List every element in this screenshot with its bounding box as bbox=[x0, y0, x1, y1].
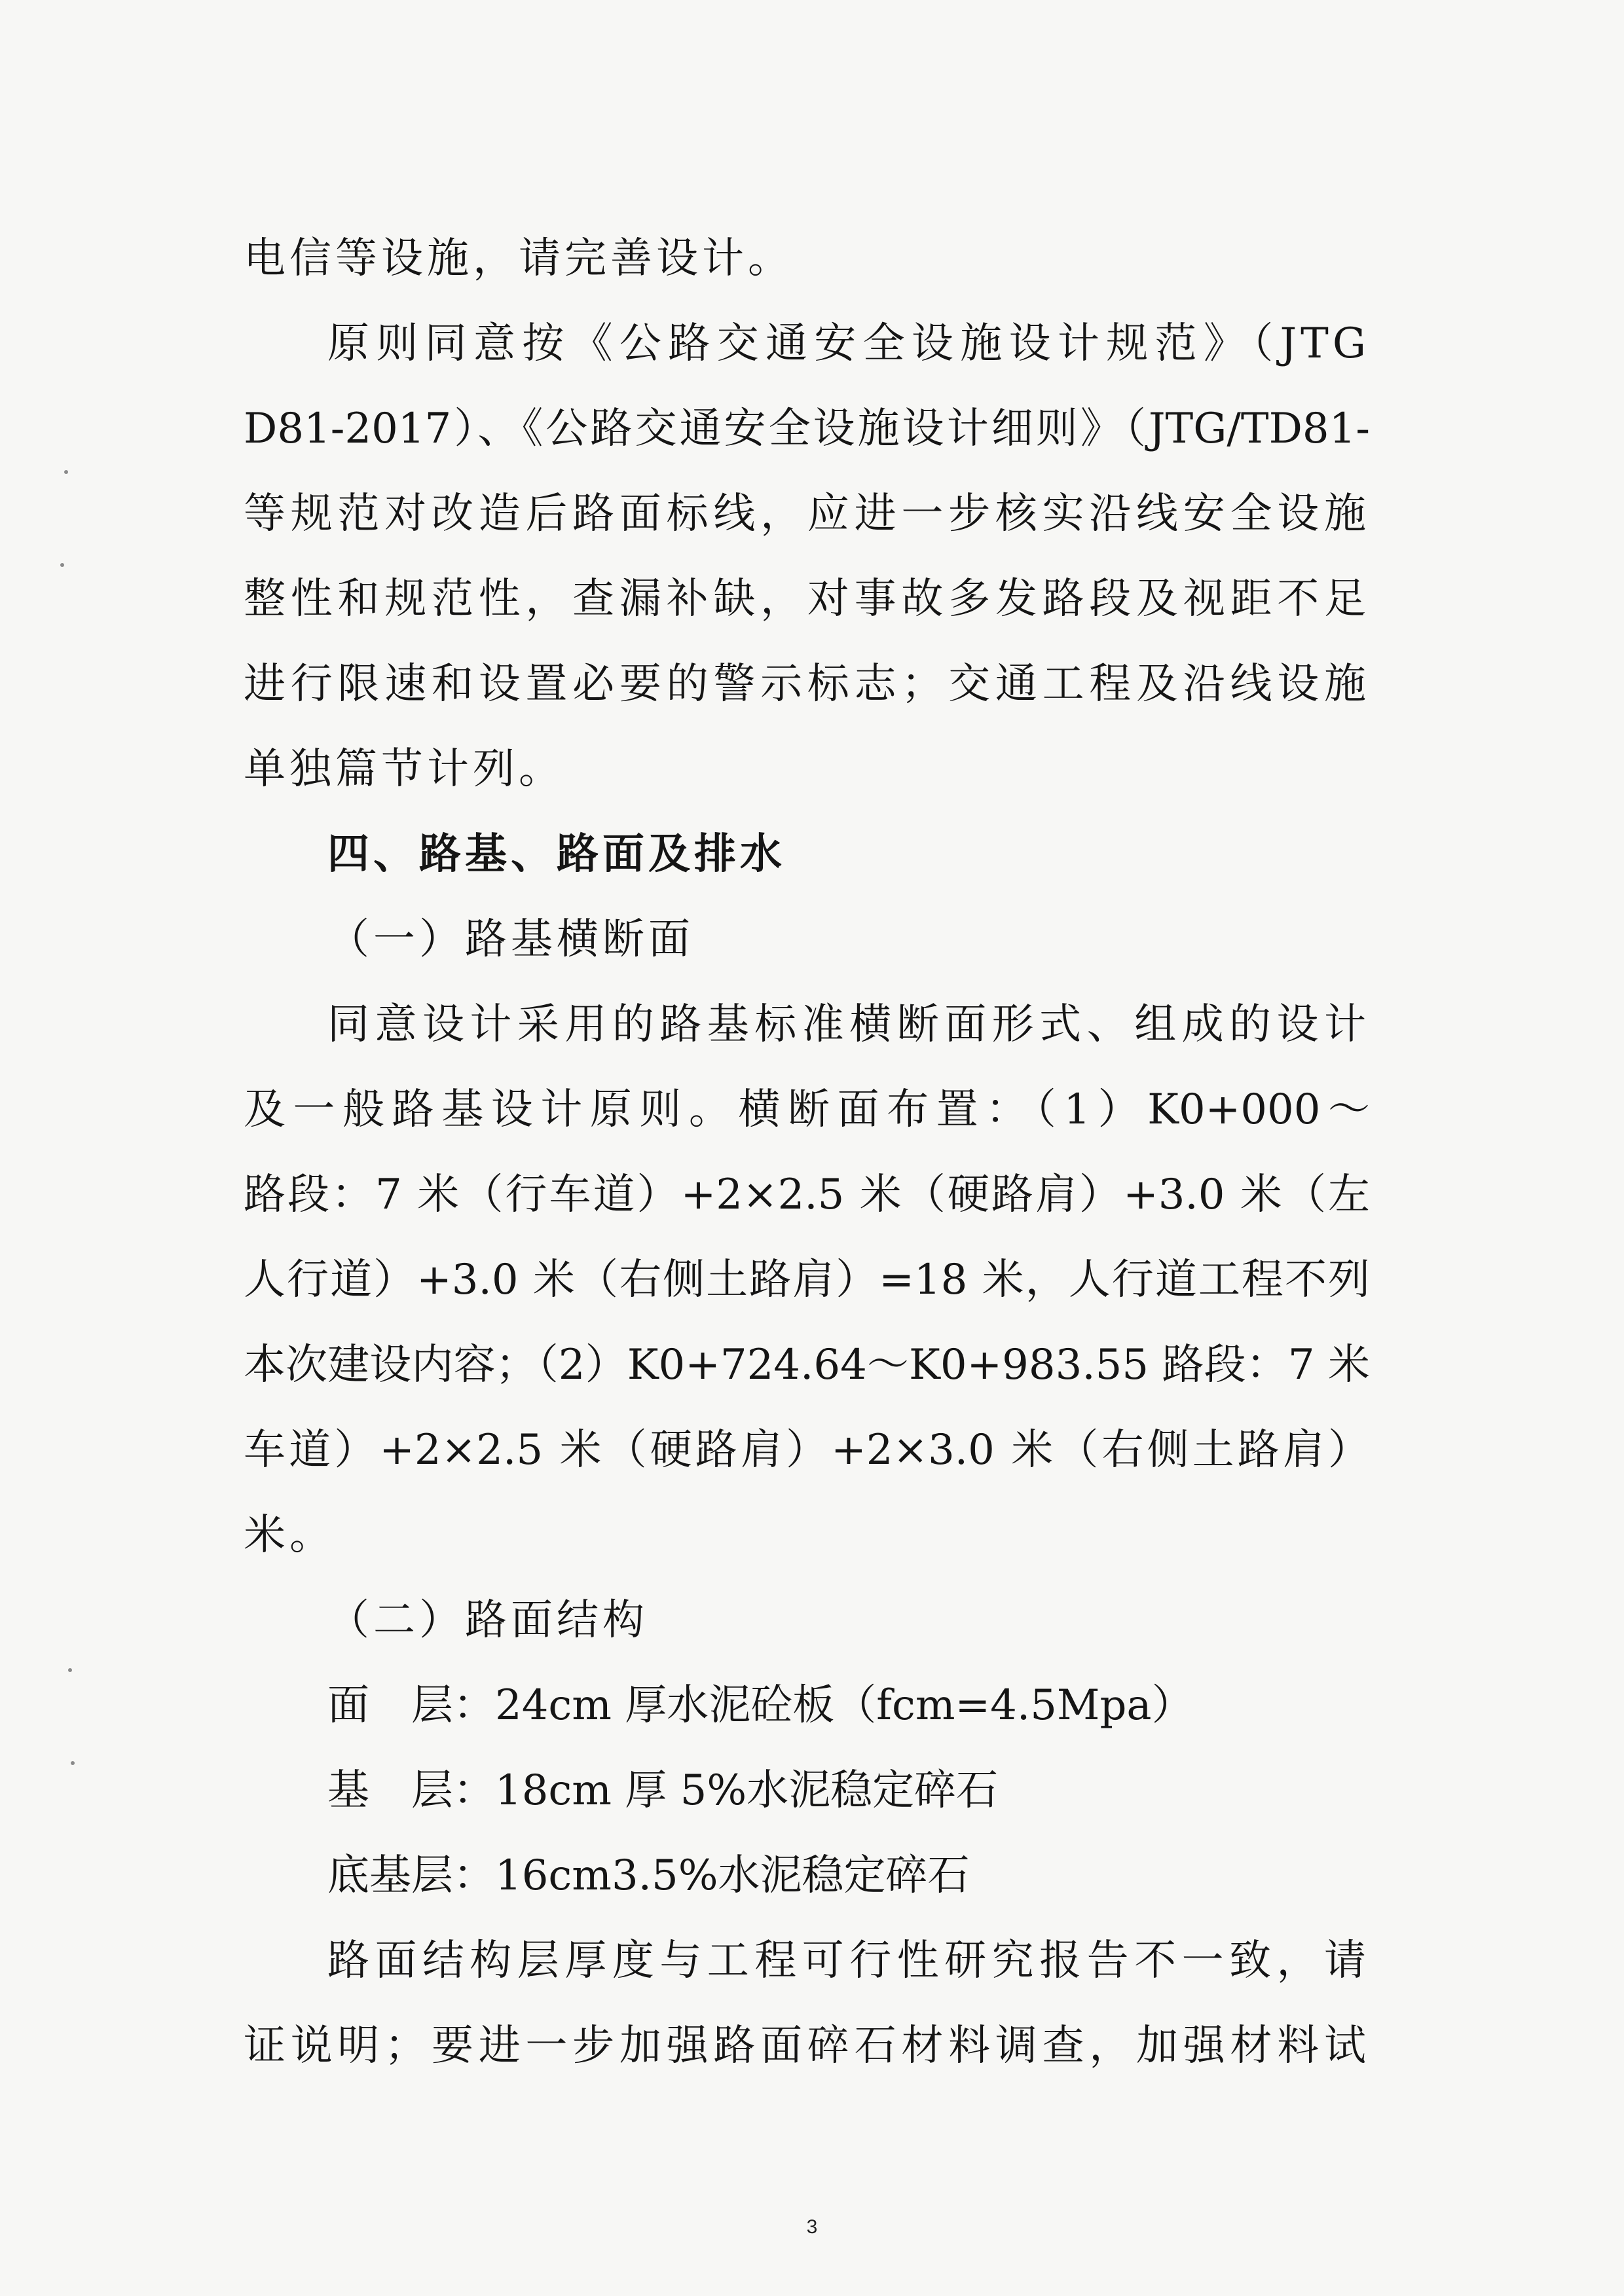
text-line: 车道）+2×2.5 米（硬路肩）+2×3.0 米（右侧土路肩） bbox=[244, 1426, 1370, 1474]
scan-speck bbox=[71, 1761, 75, 1765]
body-text bbox=[244, 216, 1370, 2088]
scan-speck bbox=[60, 563, 64, 567]
text-line: 证说明；要进一步加强路面碎石材料调查，加强材料试 bbox=[244, 2022, 1370, 2070]
text-line: 电信等设施，请完善设计。 bbox=[244, 234, 794, 283]
text-line: 路面结构层厚度与工程可行性研究报告不一致，请 bbox=[327, 1937, 1370, 1985]
page-number: 3 bbox=[806, 2216, 818, 2238]
text-line: 原则同意按《公路交通安全设施设计规范》（JTG bbox=[327, 319, 1370, 368]
text-line: 同意设计采用的路基标准横断面形式、组成的设计 bbox=[327, 1000, 1370, 1049]
text-line: 进行限速和设置必要的警示标志；交通工程及沿线设施 bbox=[244, 660, 1370, 708]
text-line: 人行道）+3.0 米（右侧土路肩）=18 米，人行道工程不列 bbox=[244, 1256, 1370, 1304]
text-line: 等规范对改造后路面标线，应进一步核实沿线安全设施 bbox=[244, 490, 1370, 538]
subsection-heading: （二）路面结构 bbox=[327, 1596, 648, 1645]
scan-speck bbox=[64, 470, 68, 474]
text-line: 本次建设内容；（2）K0+724.64～K0+983.55 路段：7 米 bbox=[244, 1341, 1370, 1389]
text-line: 单独篇节计列。 bbox=[244, 745, 564, 793]
text-line: 及一般路基设计原则。横断面布置：（1）K0+000～ bbox=[244, 1085, 1370, 1134]
text-line: D81-2017）、《公路交通安全设施设计细则》（JTG/TD81- bbox=[244, 405, 1370, 453]
subsection-heading: （一）路基横断面 bbox=[327, 915, 694, 964]
text-line: 面 层：24cm 厚水泥砼板（fcm=4.5Mpa） bbox=[327, 1681, 1194, 1730]
text-line: 整性和规范性，查漏补缺，对事故多发路段及视距不足 bbox=[244, 575, 1370, 623]
text-line: 米。 bbox=[244, 1511, 335, 1559]
text-line: 基 层：18cm 厚 5%水泥稳定碎石 bbox=[327, 1766, 999, 1815]
text-line: 路段：7 米（行车道）+2×2.5 米（硬路肩）+3.0 米（左 bbox=[244, 1171, 1370, 1219]
scan-speck bbox=[68, 1668, 72, 1672]
section-heading: 四、路基、路面及排水 bbox=[327, 829, 786, 879]
text-line: 底基层：16cm3.5%水泥稳定碎石 bbox=[327, 1851, 970, 1900]
